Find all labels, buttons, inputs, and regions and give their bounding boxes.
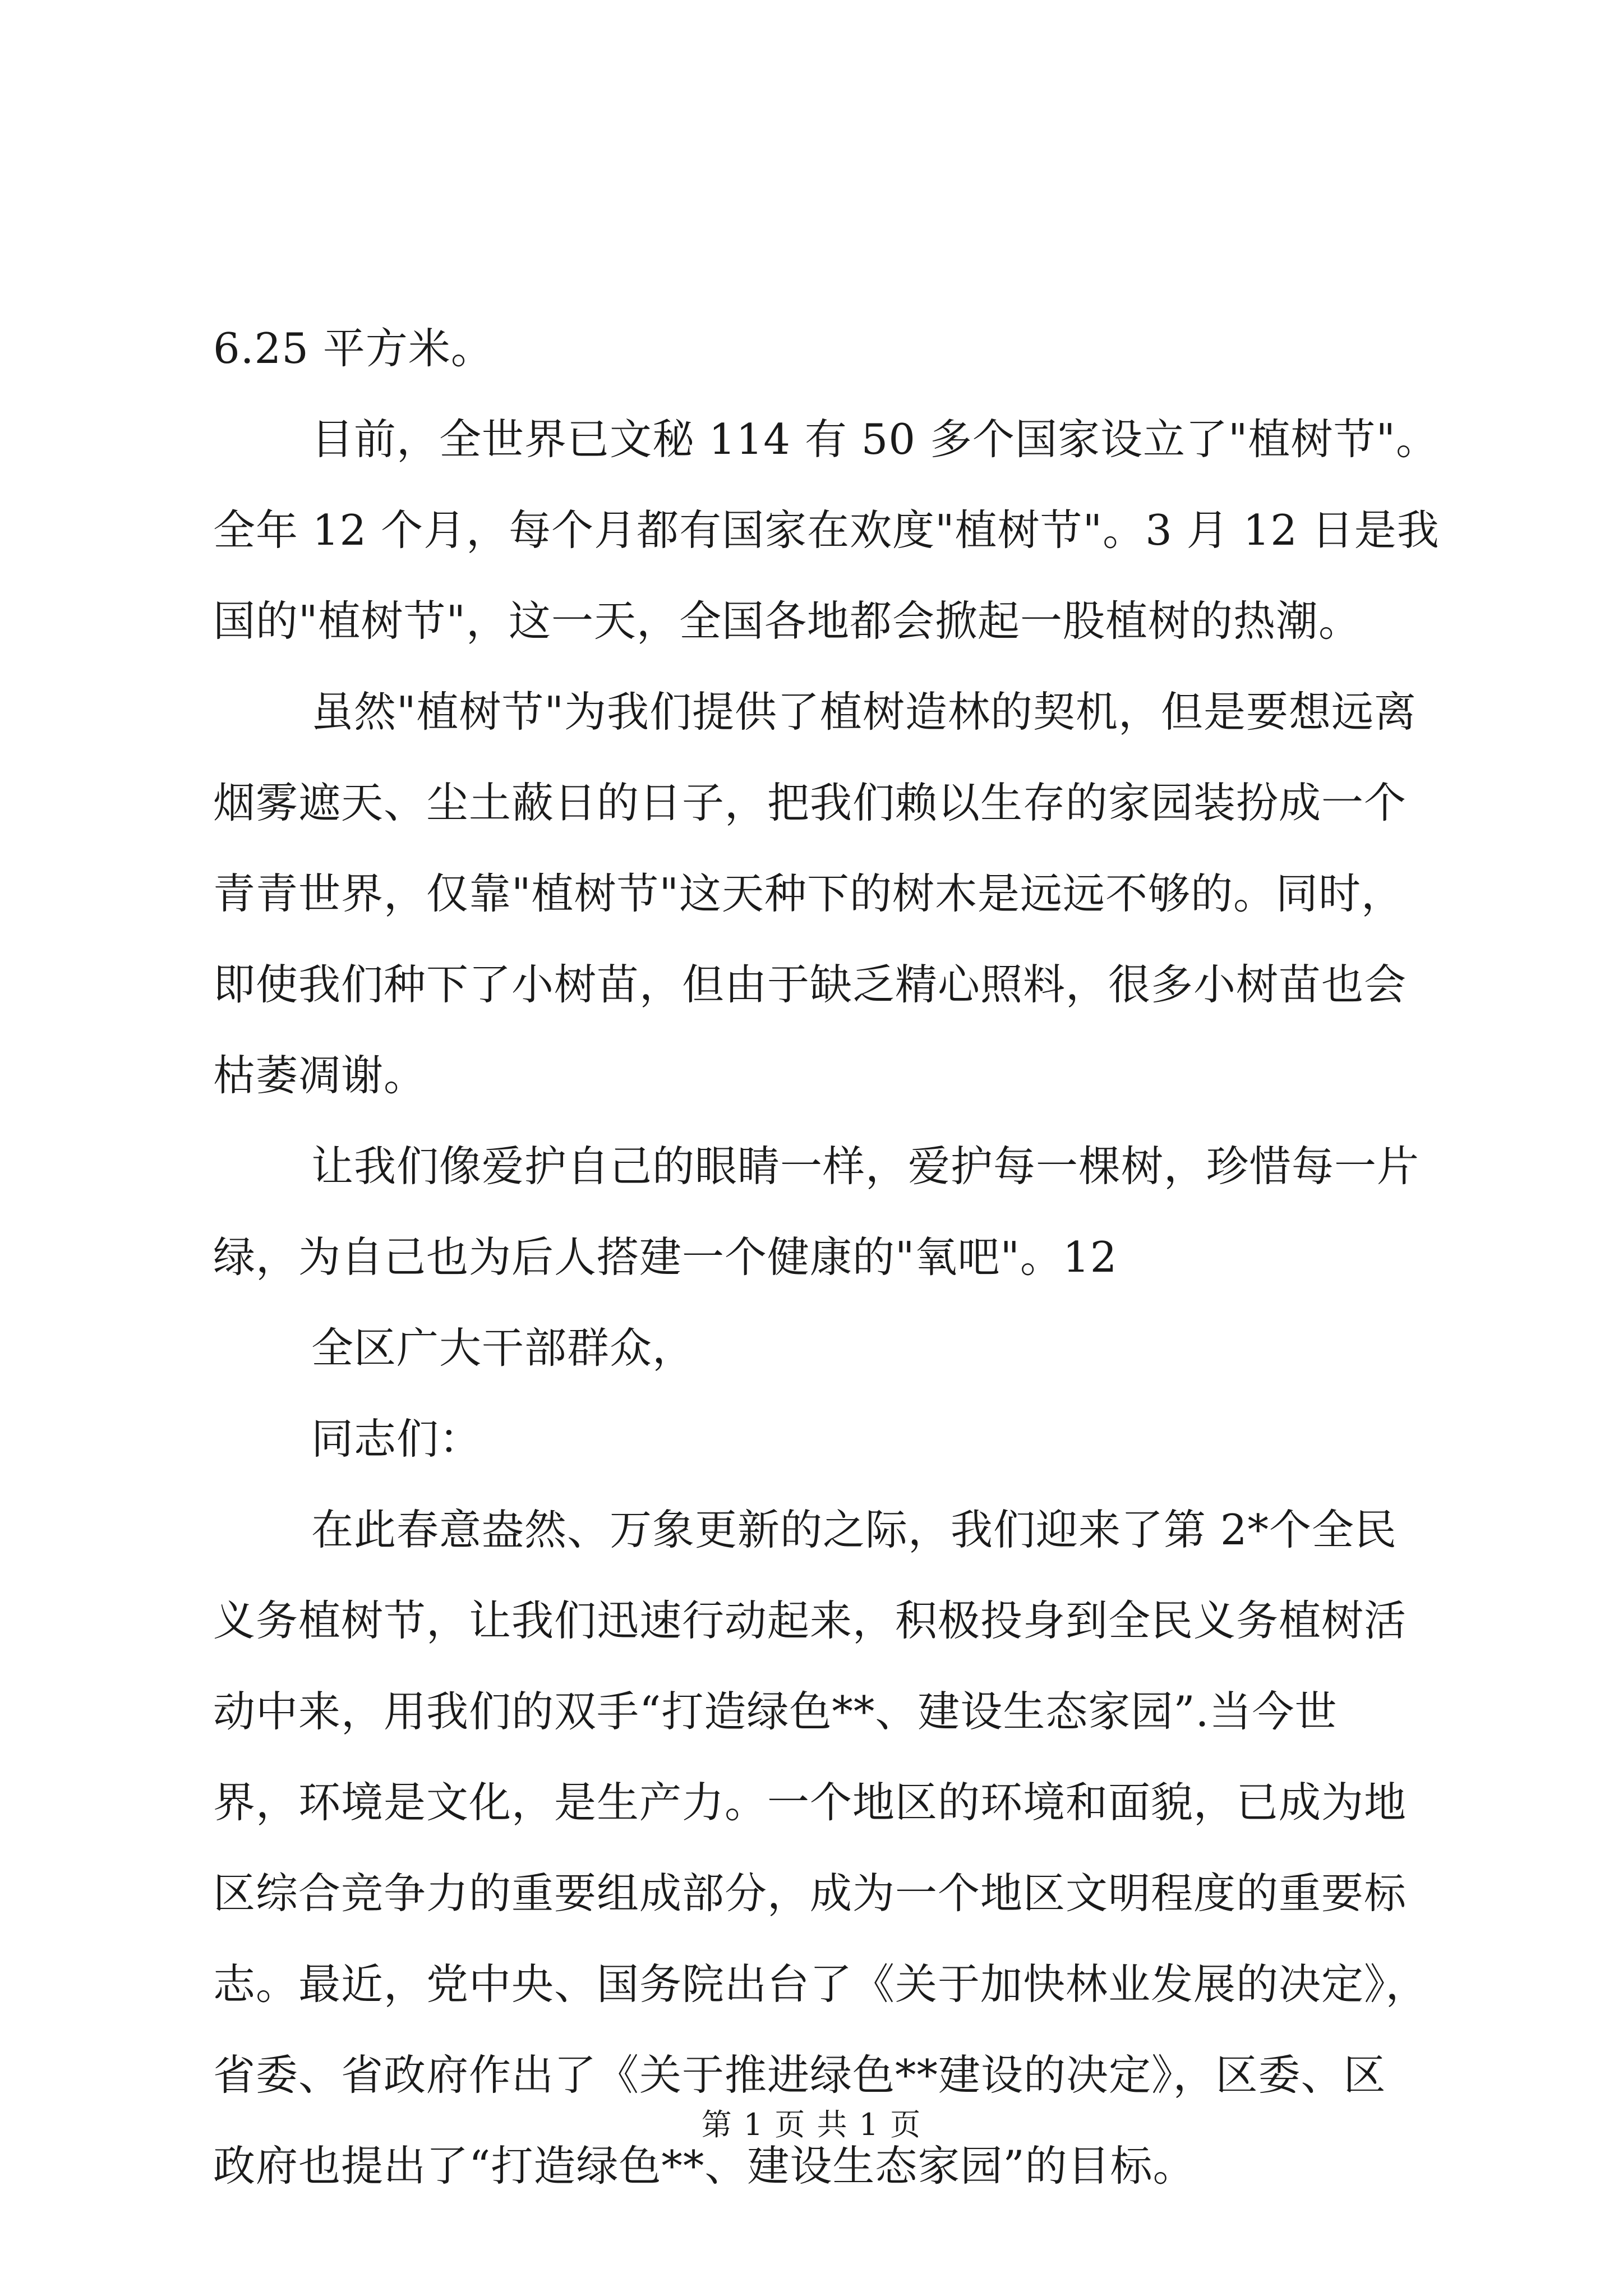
text-line: 让我们像爱护自己的眼睛一样，爱护每一棵树，珍惜每一片 bbox=[311, 1142, 1420, 1191]
paragraph bbox=[213, 666, 1419, 1121]
text-line: 义务植树节，让我们迅速行动起来，积极投身到全民义务植树活 bbox=[213, 1596, 1407, 1645]
paragraph bbox=[213, 303, 1419, 394]
text-line: 国的"植树节"，这一天，全国各地都会掀起一股植树的热潮。 bbox=[213, 596, 1361, 646]
text-line: 烟雾遮天、尘土蔽日的日子，把我们赖以生存的家园装扮成一个 bbox=[213, 778, 1407, 827]
text-line: 在此春意盎然、万象更新的之际，我们迎来了第 2*个全民 bbox=[311, 1505, 1398, 1554]
text-line: 同志们： bbox=[311, 1414, 482, 1464]
text-line: 虽然"植树节"为我们提供了植树造林的契机，但是要想远离 bbox=[311, 687, 1417, 737]
text-line: 区综合竞争力的重要组成部分，成为一个地区文明程度的重要标 bbox=[213, 1869, 1407, 1918]
paragraph bbox=[213, 1121, 1419, 1303]
paragraph bbox=[213, 1393, 1419, 1484]
text-line: 界，环境是文化，是生产力。一个地区的环境和面貌，已成为地 bbox=[213, 1778, 1407, 1827]
text-line: 枯萎凋谢。 bbox=[213, 1051, 427, 1100]
text-line: 全区广大干部群众， bbox=[311, 1323, 695, 1373]
paragraph bbox=[213, 1303, 1419, 1393]
text-line: 6.25 平方米。 bbox=[213, 324, 494, 373]
text-line: 即使我们种下了小树苗，但由于缺乏精心照料，很多小树苗也会 bbox=[213, 960, 1407, 1009]
text-line: 目前，全世界已文秘 114 有 50 多个国家设立了"植树节"。 bbox=[311, 415, 1438, 464]
text-line: 动中来，用我们的双手“打造绿色**、建设生态家园”.当今世 bbox=[213, 1687, 1338, 1736]
document-body bbox=[213, 303, 1440, 2211]
page-footer: 第 1 页 共 1 页 bbox=[701, 2107, 922, 2142]
text-line: 青青世界，仅靠"植树节"这天种下的树木是远远不够的。同时， bbox=[213, 869, 1404, 918]
paragraph bbox=[213, 394, 1440, 666]
text-line: 志。最近，党中央、国务院出台了《关于加快林业发展的决定》， bbox=[213, 1959, 1428, 2009]
text-line: 全年 12 个月，每个月都有国家在欢度"植树节"。3 月 12 日是我 bbox=[213, 505, 1440, 555]
text-line: 省委、省政府作出了《关于推进绿色**建设的决定》，区委、区 bbox=[213, 2050, 1386, 2100]
text-line: 政府也提出了“打造绿色**、建设生态家园”的目标。 bbox=[213, 2141, 1196, 2191]
text-line: 绿，为自己也为后人搭建一个健康的"氧吧"。12 bbox=[213, 1232, 1118, 1282]
